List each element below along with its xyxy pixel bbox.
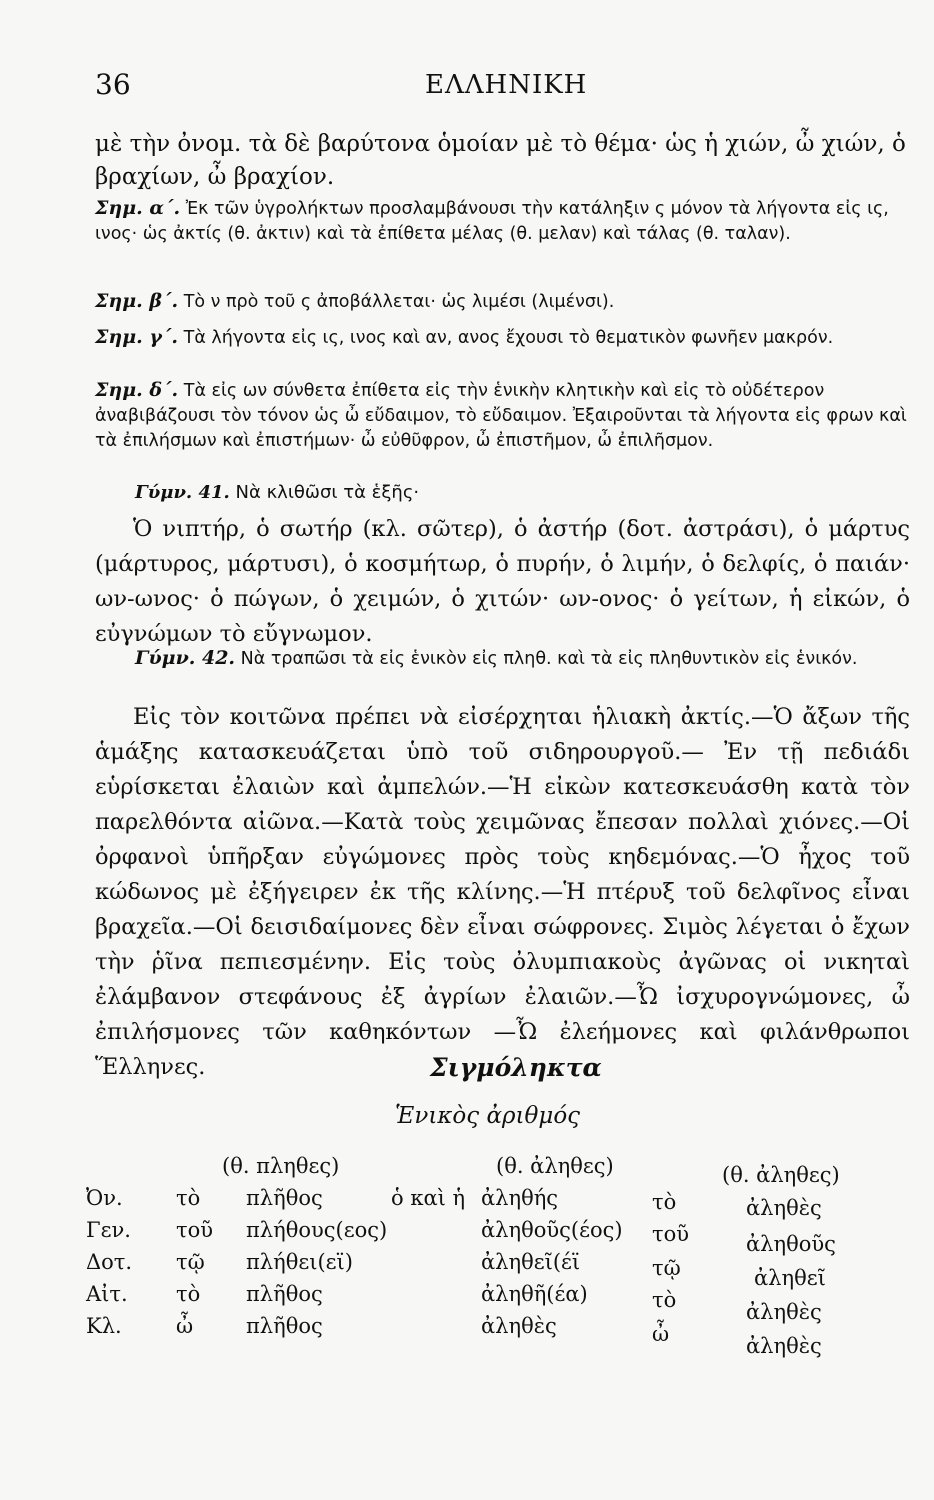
note-d [95, 378, 910, 454]
article: τὸ [176, 1186, 201, 1210]
form: ἀληθὲς [746, 1300, 822, 1324]
exercise-41-label: Γύμν. 41. [135, 482, 230, 503]
note-tag: Σημ. γ΄. [95, 326, 179, 348]
declension-row [86, 1218, 886, 1256]
note-text: Ἐκ τῶν ὑγρολήκτων προσλαμβάνουσι τὴν κατάληξιν ς μόνον τὰ λήγοντα εἰς ις, ινος· ὡς ἀκτίς (θ. ἀκτιν) καὶ τὰ ἐπίθετα μέλας (θ. μελαν) καὶ τάλας (θ. ταλαν). [95, 199, 889, 244]
declension-row [86, 1186, 886, 1220]
article: τὸ [652, 1288, 677, 1312]
running-title: ΕΛΛΗΝΙΚΗ [425, 70, 588, 100]
exercise-41-body: Ὁ νιπτήρ, ὁ σωτήρ (κλ. σῶτερ), ὁ ἀστήρ (δοτ. ἀστράσι), ὁ μάρτυς (μάρτυρος, μάρτυσι), ὁ κοσμήτωρ, ὁ πυρήν, ὁ λιμήν, ὁ δελφίς, ὁ παιάν· ων-ωνος· ὁ πώγων, ὁ χειμών, ὁ χιτών· ων-ονος· ὁ γείτων, ἡ εἰκών, ὁ εὐγνώμων τὸ εὔγνωμον. [95, 516, 910, 647]
article: ὦ [652, 1322, 670, 1346]
declension-row [86, 1250, 886, 1290]
note-text: Τὸ ν πρὸ τοῦ ς ἀποβάλλεται· ὡς λιμέσι (λιμένσι). [183, 292, 615, 312]
exercise-42-text [95, 700, 910, 1085]
case-label: Ὀν. [86, 1186, 123, 1210]
article: ὦ [176, 1314, 194, 1338]
note-b [95, 289, 910, 315]
note-text: Τὰ εἰς ων σύνθετα ἐπίθετα εἰς τὴν ἑνικὴν κλητικὴν καὶ εἰς τὸ οὐδέτερον ἀναβιβάζουσι τὸν τόνον ὡς ὦ εὔδαιμον, τὸ εὔδαιμον. Ἐξαιροῦνται τὰ λήγοντα εἰς φρων καὶ τὰ ἐπιλήσμων καὶ ἐπιστήμων· ὦ εὐθῦφρον, ὦ ἐπιστῆμον, ὦ ἐπιλῆσμον. [95, 381, 907, 451]
form: ἀληθὲς [481, 1314, 557, 1338]
form: πλῆθος [246, 1314, 323, 1338]
case-label: Δοτ. [86, 1250, 133, 1274]
note-tag: Σημ. β΄. [95, 290, 179, 312]
form: πλῆθος [246, 1282, 323, 1306]
case-label: Κλ. [86, 1314, 122, 1338]
exercise-42-heading [95, 646, 905, 671]
form: ἀληθεῖ [754, 1266, 826, 1290]
declension-number-label: Ἑνικὸς ἀριθμός [395, 1103, 581, 1129]
note-tag: Σημ. δ΄. [95, 379, 179, 401]
note-tag: Σημ. α΄. [95, 197, 181, 219]
form: πλήθους(εος) [246, 1218, 388, 1242]
article: τὸ [176, 1282, 201, 1306]
declension-row [86, 1314, 886, 1358]
column-header-2: (θ. ἀληθες) [496, 1154, 614, 1178]
exercise-41-heading [135, 482, 419, 503]
form: ἀληθὲς [746, 1196, 822, 1220]
exercise-41-instruction: Νὰ κλιθῶσι τὰ ἑξῆς· [235, 482, 420, 503]
article: τῷ [176, 1250, 205, 1274]
case-label: Αἰτ. [86, 1282, 128, 1306]
column-header-3: (θ. ἀληθες) [722, 1163, 840, 1187]
exercise-42-label: Γύμν. 42. [135, 647, 236, 669]
note-c [95, 325, 910, 351]
form: ἀληθῆ(έα) [481, 1282, 588, 1306]
lead-paragraph: μὲ τὴν ὀνομ. τὰ δὲ βαρύτονα ὁμοίαν μὲ τὸ θέμα· ὡς ἡ χιών, ὦ χιών, ὁ βραχίων, ὦ βραχίον. [95, 131, 906, 190]
form: πλῆθος [246, 1186, 323, 1210]
exercise-42-body: Εἰς τὸν κοιτῶνα πρέπει νὰ εἰσέρχηται ἡλιακὴ ἀκτίς.—Ὁ ἄξων τῆς ἁμάξης κατασκευάζεται ὑπὸ τοῦ σιδηρουργοῦ.— Ἐν τῇ πεδιάδι εὑρίσκεται ἐλαιὼν καὶ ἀμπελών.—Ἡ εἰκὼν κατεσκευάσθη κατὰ τὸν παρελθόντα αἰῶνα.—Κατὰ τοὺς χειμῶνας ἔπεσαν πολλαὶ χιόνες.—Οἱ ὀρφανοὶ ὑπῆρξαν εὐγώμονες πρὸς τοὺς κηδεμόνας.—Ὁ ἦχος τοῦ κώδωνος μὲ ἐξήγειρεν ἐκ τῆς κλίνης.—Ἡ πτέρυξ τοῦ δελφῖνος εἶναι βραχεῖα.—Οἱ δεισιδαίμονες δὲν εἶναι σώφρονες. Σιμὸς λέγεται ὁ ἔχων τὴν ῥῖνα πεπιεσμένην. Εἰς τοὺς ὀλυμπιακοὺς ἀγῶνας οἱ νικηταὶ ἐλάμβανον στεφάνους ἐξ ἀγρίων ἐλαιῶν.—Ὦ ἰσχυρογνώμονες, ὦ ἐπιλήσμονες τῶν καθηκόντων —Ὦ ἐλεήμονες καὶ φιλάνθρωποι Ἕλληνες. [95, 704, 910, 1080]
column-header-1: (θ. πληθες) [222, 1154, 340, 1178]
article: τῷ [652, 1256, 681, 1280]
form: ἀληθὲς [746, 1334, 822, 1358]
case-label: Γεν. [86, 1218, 131, 1242]
exercise-41-text [95, 512, 910, 652]
note-text: Τὰ λήγοντα εἰς ις, ινος καὶ αν, ανος ἔχουσι τὸ θεματικὸν φωνῆεν μακρόν. [183, 328, 834, 348]
form: ἀληθοῦς(έος) [481, 1218, 623, 1242]
declension-row [86, 1282, 886, 1324]
declension-title: Σιγμόληκτα [430, 1053, 602, 1082]
note-a [95, 196, 910, 247]
article: τοῦ [652, 1222, 690, 1246]
article: τοῦ [176, 1218, 214, 1242]
exercise-42-instruction: Νὰ τραπῶσι τὰ εἰς ἑνικὸν εἰς πληθ. καὶ τὰ εἰς πληθυντικὸν εἰς ἑνικόν. [240, 649, 858, 669]
article: τὸ [652, 1190, 677, 1214]
form: ἀληθεῖ(έϊ [481, 1250, 581, 1274]
form: ἀληθής [481, 1186, 559, 1210]
article: ὁ καὶ ἡ [391, 1186, 466, 1210]
page-number: 36 [95, 68, 131, 101]
form: πλήθει(εϊ) [246, 1250, 353, 1274]
page-header [95, 68, 875, 108]
form: ἀληθοῦς [746, 1232, 836, 1256]
